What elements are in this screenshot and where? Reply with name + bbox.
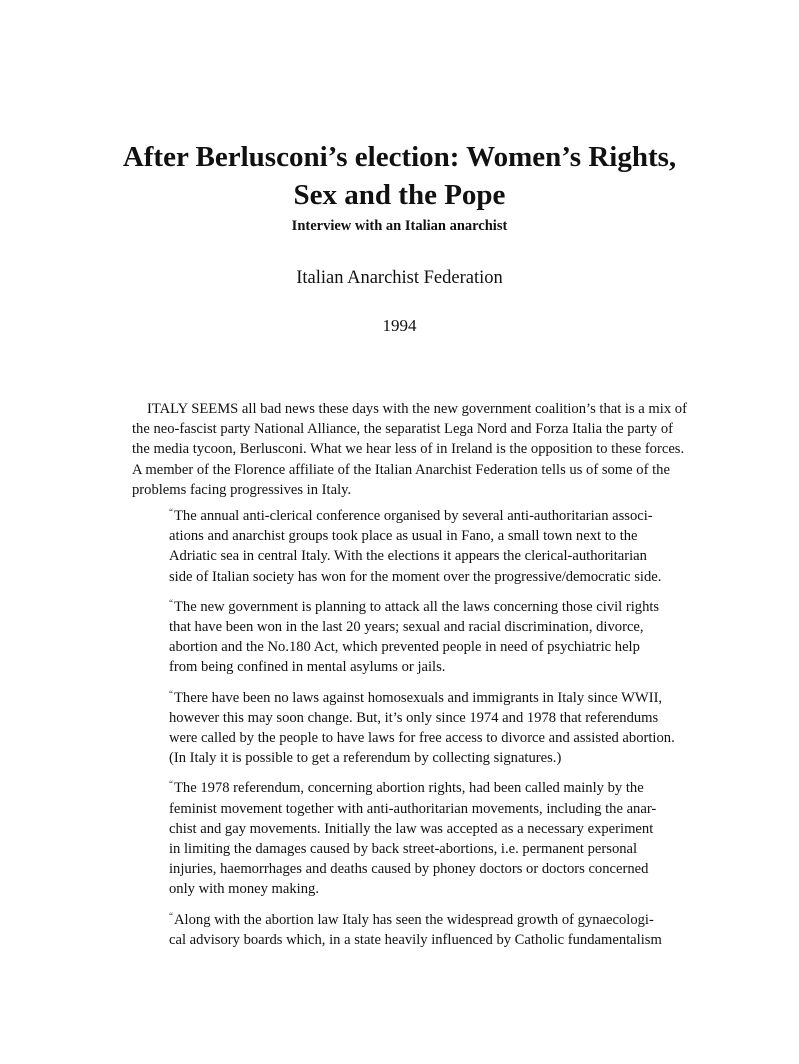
intro-line: the neo-fascist party National Alliance, the separatist Lega Nord and Forza Italia the party of	[132, 421, 673, 438]
document-author: Italian Anarchist Federation	[296, 268, 503, 288]
open-quote-mark: “	[169, 688, 173, 699]
quote-line: “Along with the abortion law Italy has seen the widespread growth of gynaecologi-	[169, 910, 654, 928]
quote-line: ations and anarchist groups took place as usual in Fano, a small town next to the	[169, 528, 638, 545]
quote-line: chist and gay movements. Initially the law was accepted as a necessary experiment	[169, 820, 654, 837]
intro-paragraph	[132, 399, 705, 500]
intro-line: the media tycoon, Berlusconi. What we hear less of in Ireland is the opposition to these forces.	[132, 441, 685, 458]
quote-line: only with money making.	[169, 881, 319, 898]
title-line-1: After Berlusconi’s election: Women’s Rights,	[122, 141, 677, 173]
interview-quotes	[169, 502, 675, 956]
open-quote-mark: “	[169, 910, 173, 921]
quote-line: that have been won in the last 20 years; sexual and racial discrimination, divorce,	[169, 619, 644, 636]
quote-line: in limiting the damages caused by back street-abortions, i.e. permanent personal	[169, 841, 638, 858]
quote-paragraph	[169, 684, 675, 769]
open-quote-mark: “	[169, 597, 173, 608]
quote-line: Adriatic sea in central Italy. With the elections it appears the clerical-authoritarian	[169, 548, 647, 565]
intro-line: problems facing progressives in Italy.	[132, 481, 352, 498]
open-quote-mark: “	[169, 779, 173, 790]
quote-line: (In Italy it is possible to get a referendum by collecting signatures.)	[169, 750, 562, 767]
quote-line: “The 1978 referendum, concerning abortion rights, had been called mainly by the	[169, 779, 644, 797]
quote-line: however this may soon change. But, it’s only since 1974 and 1978 that referendums	[169, 709, 659, 726]
quote-paragraph	[169, 906, 669, 950]
document-date: 1994	[382, 316, 417, 335]
quote-line: side of Italian society has won for the moment over the progressive/democratic side.	[169, 568, 662, 585]
open-quote-mark: “	[169, 507, 173, 517]
document-title	[0, 138, 799, 214]
quote-line: “The new government is planning to attack all the laws concerning those civil rights	[169, 597, 660, 615]
quote-paragraph	[169, 774, 669, 899]
quote-line: “The annual anti-clerical conference organised by several anti-authoritarian associ-	[169, 507, 653, 524]
quote-line: were called by the people to have laws for free access to divorce and assisted abortion.	[169, 730, 675, 747]
quote-paragraph	[169, 502, 669, 587]
quote-paragraph	[169, 593, 669, 678]
quote-line: “There have been no laws against homosexuals and immigrants in Italy since WWII,	[169, 688, 663, 706]
quote-line: feminist movement together with anti-authoritarian movements, including the anar-	[169, 800, 657, 817]
intro-line: A member of the Florence affiliate of the Italian Anarchist Federation tells us of some of the	[132, 461, 670, 478]
quote-line: cal advisory boards which, in a state heavily influenced by Catholic fundamentalism	[169, 931, 662, 948]
quote-line: abortion and the No.180 Act, which prevented people in need of psychiatric help	[169, 639, 640, 656]
document-subtitle: Interview with an Italian anarchist	[291, 218, 508, 234]
quote-line: injuries, haemorrhages and deaths caused by phoney doctors or doctors concerned	[169, 861, 649, 878]
title-line-2: Sex and the Pope	[293, 179, 506, 211]
quote-line: from being confined in mental asylums or jails.	[169, 659, 446, 676]
intro-line: ITALY SEEMS all bad news these days with the new government coalition’s that is a mix of	[147, 401, 687, 417]
